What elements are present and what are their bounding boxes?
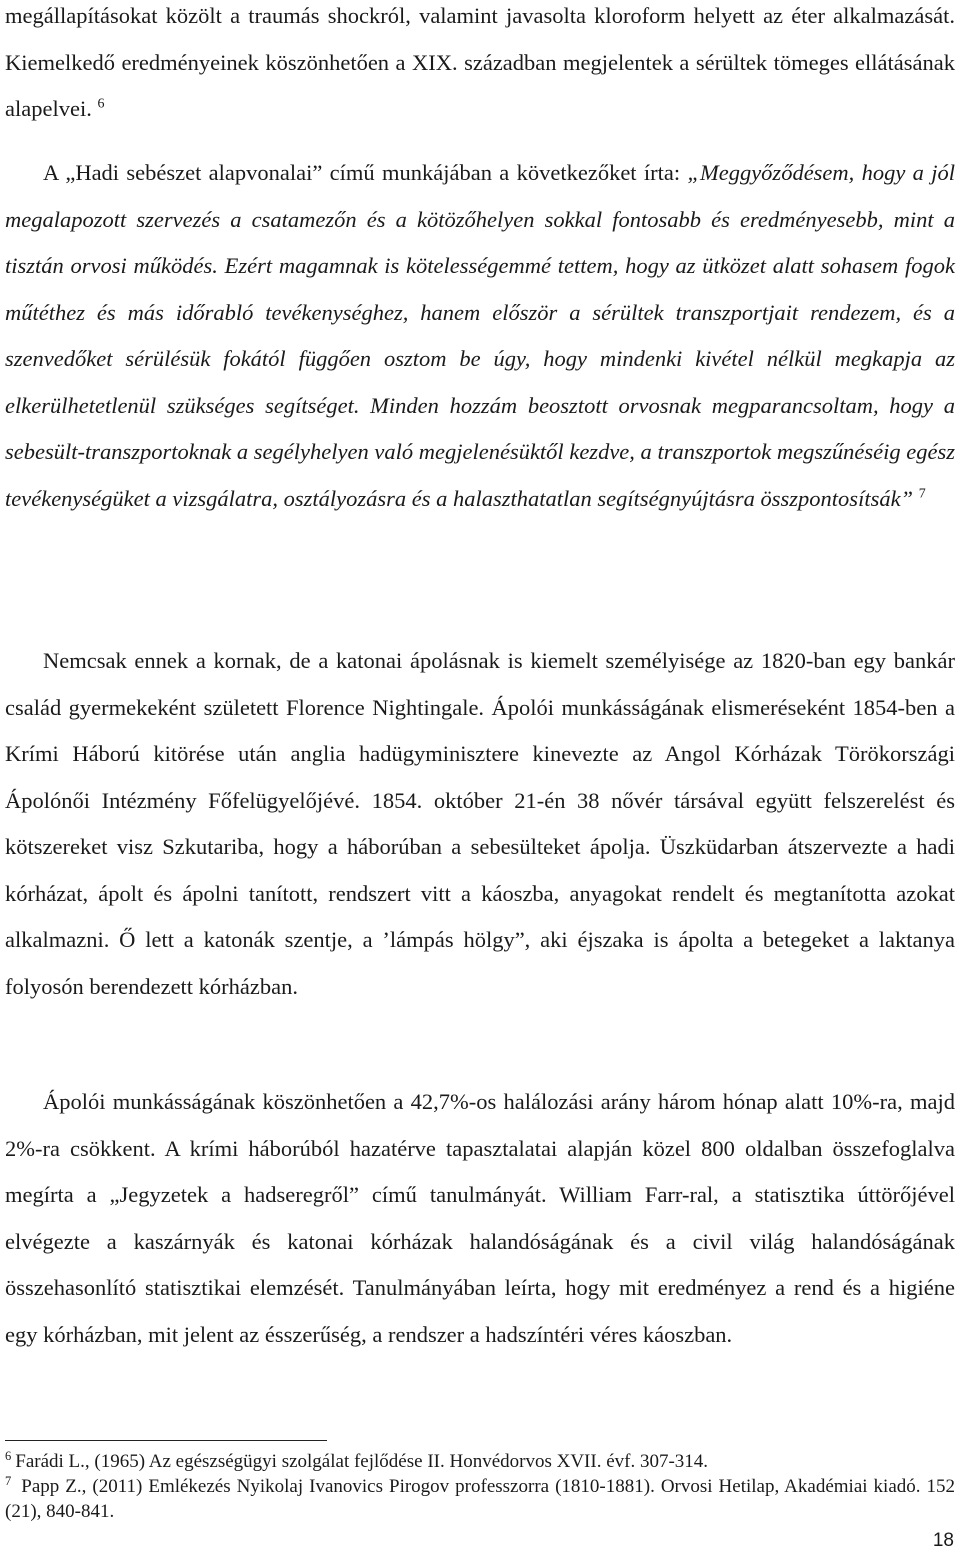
paragraph-pirogov-intro (5, 0, 955, 133)
footnote-7 (5, 1474, 955, 1524)
footnote-separator (5, 1440, 327, 1441)
paragraph-text: Ápolói munkásságának köszönhetően a 42,7%-os halálozási arány három hónap alatt 10%-ra, majd 2%-ra csökkent. A krími háborúból hazatérve tapasztalatai alapján közel 800 oldalban összefoglalva megírta a „Jegyzetek a hadseregről” című tanulmányát. William Farr-ral, a statisztika úttörőjével elvégezte a kaszárnyák és katonai kórházak halandóságának és a civil világ halandóságának összehasonlító statisztikai elemzését. Tanulmányában leírta, hogy mit eredményez a rend és a higiéne egy kórházban, mit jelent az ésszerűség, a rendszer a hadszíntéri véres káoszban. (5, 1089, 955, 1347)
paragraph-text: Nemcsak ennek a kornak, de a katonai ápolásnak is kiemelt személyisége az 1820-ban egy bankár család gyermekeként született Florence Nightingale. Ápolói munkásságának elismeréseként 1854-ben a Krími Háború kitörése után anglia hadügyminisztere kinevezte az Angol Kórházak Törökországi Ápolónői Intézmény Főfelügyelőjévé. 1854. október 21-én 38 nővér társával együtt felszerelést és kötszereket visz Szkutariba, hogy a háborúban a sebesülteket ápolja. Üszküdarban átszervezte a hadi kórházat, ápolt és ápolni tanított, rendszert vitt a káoszba, anyagokat rendelt és megtanította azokat alkalmazni. Ő lett a katonák szentje, a ’lámpás hölgy”, aki éjszaka is ápolta a betegeket a laktanya folyosón berendezett kórházban. (5, 648, 955, 999)
footnote-6 (5, 1449, 955, 1474)
paragraph-intro-text: A „Hadi sebészet alapvonalai” című munkájában a következőket írta: (43, 160, 681, 185)
footnote-text: Papp Z., (2011) Emlékezés Nyikolaj Ivanovics Pirogov professzorra (1810-1881). Orvosi Hetilap, Akadémiai kiadó. 152 (21), 840-841. (5, 1476, 956, 1522)
footnotes (5, 1449, 955, 1524)
footnote-text: Farádi L., (1965) Az egészségügyi szolgálat fejlődése II. Honvédorvos XVII. évf. 307-314. (15, 1451, 709, 1472)
paragraph-text: megállapításokat közölt a traumás shockról, valamint javasolta kloroform helyett az éter alkalmazását. Kiemelkedő eredményeinek köszönhetően a XIX. században megjelentek a sérültek tömeges ellátásának alapelvei. (5, 3, 955, 121)
paragraph-nightingale (5, 638, 955, 1010)
footnote-number: 6 (5, 1448, 12, 1463)
paragraph-nightingale-statistics (5, 1079, 955, 1358)
footnote-reference: 7 (918, 486, 926, 501)
paragraph-quote (5, 150, 955, 522)
italic-quote-text: „Meggyőződésem, hogy a jól megalapozott szervezés a csatamezőn és a kötözőhelyen sokkal fontosabb és eredményesebb, mint a tisztán orvosi működés. Ezért magamnak is kötelességemmé tettem, hogy az ütközet alatt sohasem fogok műtéthez és más időrabló tevékenységhez, hanem először a sérültek transzportjait rendezem, és a szenvedőket sérülésük fokától függően osztom be úgy, hogy mindenki kivétel nélkül megkapja az elkerülhetetlenül szükséges segítséget. Minden hozzám beosztott orvosnak megparancsoltam, hogy a sebesült-transzportoknak a segélyhelyen való megjelenésüktől kezdve, a transzportok megszűnéséig egész tevékenységüket a vizsgálatra, osztályozásra és a halaszthatatlan segítségnyújtásra összpontosítsák” (5, 160, 956, 511)
footnote-reference: 6 (97, 96, 105, 112)
page-number: 18 (932, 1530, 954, 1551)
footnote-number: 7 (5, 1473, 12, 1488)
